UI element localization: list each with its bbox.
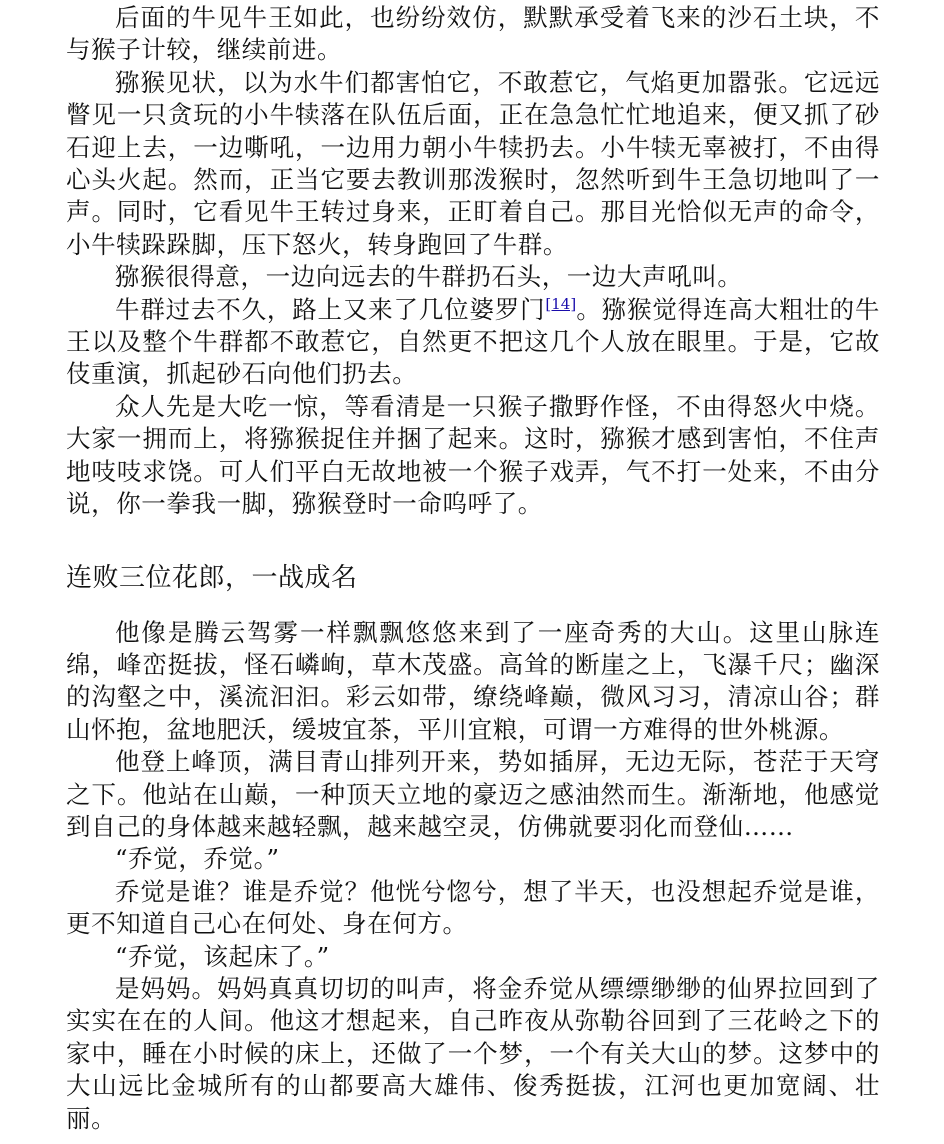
paragraph: 猕猴很得意，一边向远去的牛群扔石头，一边大声吼叫。 [115,262,743,292]
footnote-link-14[interactable]: [14] [545,294,577,313]
dialogue-line: “乔觉，该起床了。” [115,941,330,971]
paragraph: 他登上峰顶，满目青山排列开来，势如插屏，无边无际，苍茫于天穹之下。他站在山巅，一种顶天立地的豪迈之感油然而生。渐渐地，他感觉到自己的身体越来越轻飘，越来越空灵，仿佛就要羽化而登仙…… [66,747,880,841]
paragraph: 是妈妈。妈妈真真切切的叫声，将金乔觉从缥缥缈缈的仙界拉回到了实实在在的人间。他这才想起来，自己昨夜从弥勒谷回到了三花岭之下的家中，睡在小时候的床上，还做了一个梦，一个有关大山的梦。这梦中的大山远比金城所有的山都要高大雄伟、俊秀挺拔，江河也更加宽阔、壮丽。 [66,973,880,1133]
paragraph: 猕猴见状，以为水牛们都害怕它，不敢惹它，气焰更加嚣张。它远远瞥见一只贪玩的小牛犊落在队伍后面，正在急急忙忙地追来，便又抓了砂石迎上去，一边嘶吼，一边用力朝小牛犊扔去。小牛犊无辜被打，不由得心头火起。然而，正当它要去教训那泼猴时，忽然听到牛王急切地叫了一声。同时，它看见牛王转过身来，正盯着自己。那目光恰似无声的命令，小牛犊跺跺脚，压下怒火，转身跑回了牛群。 [66,67,880,259]
paragraph-text: 牛群过去不久，路上又来了几位婆罗门 [115,294,546,324]
paragraph: 乔觉是谁？谁是乔觉？他恍兮惚兮，想了半天，也没想起乔觉是谁，更不知道自己心在何处、身在何方。 [66,876,880,939]
paragraph: 后面的牛见牛王如此，也纷纷效仿，默默承受着飞来的沙石土块，不与猴子计较，继续前进。 [66,3,880,65]
paragraph-with-footnote [66,294,880,391]
paragraph: 他像是腾云驾雾一样飘飘悠悠来到了一座奇秀的大山。这里山脉连绵，峰峦挺拔，怪石嶙峋，草木茂盛。高耸的断崖之上，飞瀑千尺；幽深的沟壑之中，溪流汩汩。彩云如带，缭绕峰巅，微风习习，清凉山谷；群山怀抱，盆地肥沃，缓坡宜茶，平川宜粮，可谓一方难得的世外桃源。 [66,617,880,744]
paragraph: 众人先是大吃一惊，等看清是一只猴子撒野作怪，不由得怒火中烧。大家一拥而上，将猕猴捉住并捆了起来。这时，猕猴才感到害怕，不住声地吱吱求饶。可人们平白无故地被一个猴子戏弄，气不打一处来，不由分说，你一拳我一脚，猕猴登时一命呜呼了。 [66,391,880,519]
section-heading: 连败三位花郎，一战成名 [66,562,358,593]
dialogue-line: “乔觉，乔觉。” [115,844,280,874]
paragraph-text: 。猕猴觉得连高大粗壮的牛王以及整个牛群都不敢惹它，自然更不把这几个人放在眼里。于是，它故伎重演，抓起砂石向他们扔去。 [66,294,880,389]
